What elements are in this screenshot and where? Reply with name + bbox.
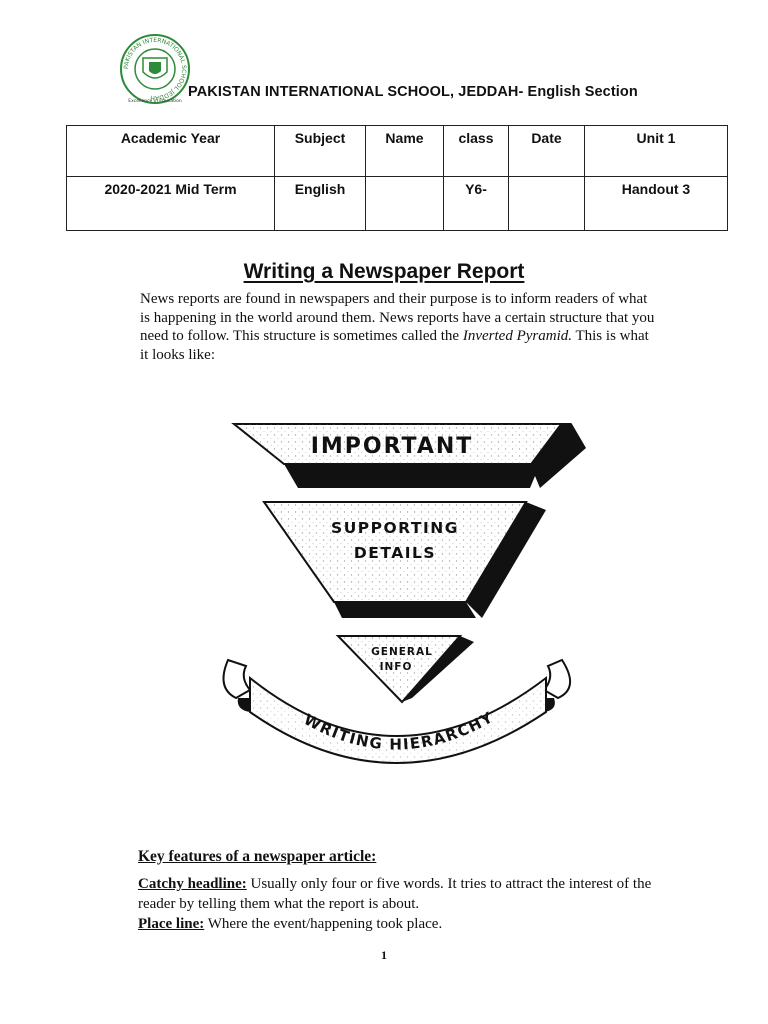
pyramid-label-supporting: SUPPORTING <box>331 519 459 537</box>
feature-term-headline: Catchy headline: <box>138 876 247 892</box>
cell-class: Y6- <box>444 177 509 231</box>
page-title: Writing a Newspaper Report <box>243 260 525 283</box>
page-number: 1 <box>381 948 387 962</box>
key-features-heading: Key features of a newspaper article: <box>138 848 377 865</box>
pyramid-label-general: GENERAL <box>371 646 433 658</box>
school-name: PAKISTAN INTERNATIONAL SCHOOL, JEDDAH- English Section <box>188 84 638 100</box>
pyramid-label-important: IMPORTANT <box>310 434 474 459</box>
feature-text-headline: Usually only four or five words. It tries to attract the interest of the reader by telling them what the report is about. <box>138 876 652 912</box>
cell-academic-year: 2020-2021 Mid Term <box>67 177 275 231</box>
feature-term-place-line: Place line: <box>138 916 205 932</box>
school-logo <box>118 32 192 106</box>
header-subject: Subject <box>275 126 366 177</box>
pyramid-label-info: INFO <box>379 661 413 673</box>
pyramid-level-general <box>338 636 474 702</box>
info-table-header-row <box>67 126 728 177</box>
pyramid-label-details: DETAILS <box>353 544 437 562</box>
intro-text-before: News reports are found in newspapers and their purpose is to inform readers of what is happening in the world around them. News reports have a certain structure that you need to follow. This structure is sometimes called the <box>140 291 655 345</box>
cell-handout: Handout 3 <box>585 177 728 231</box>
info-table <box>66 125 728 231</box>
cell-date <box>509 177 585 231</box>
features-list <box>138 874 678 934</box>
intro-text-after: This is what it looks like: <box>140 328 649 363</box>
header-academic-year: Academic Year <box>67 126 275 177</box>
header-name: Name <box>366 126 444 177</box>
inverted-pyramid-illustration <box>210 398 590 778</box>
intro-emphasis: Inverted Pyramid. <box>462 328 572 345</box>
header-unit: Unit 1 <box>585 126 728 177</box>
cell-name <box>366 177 444 231</box>
cell-subject: English <box>275 177 366 231</box>
logo-ring-text: PAKISTAN INTERNATIONAL SCHOOL JEDDAH <box>122 36 188 102</box>
header-class: class <box>444 126 509 177</box>
feature-text-place-line: Where the event/happening took place. <box>204 916 443 932</box>
pyramid-level-supporting <box>264 502 546 618</box>
feature-item-headline <box>138 874 678 914</box>
feature-item-place-line <box>138 914 678 934</box>
intro-paragraph <box>140 290 660 364</box>
logo-motto: Excellence in Education <box>128 99 182 104</box>
banner-label: WRITING HIERARCHY <box>300 707 497 754</box>
pyramid-level-important <box>234 424 586 488</box>
header-date: Date <box>509 126 585 177</box>
info-table-value-row <box>67 177 728 231</box>
